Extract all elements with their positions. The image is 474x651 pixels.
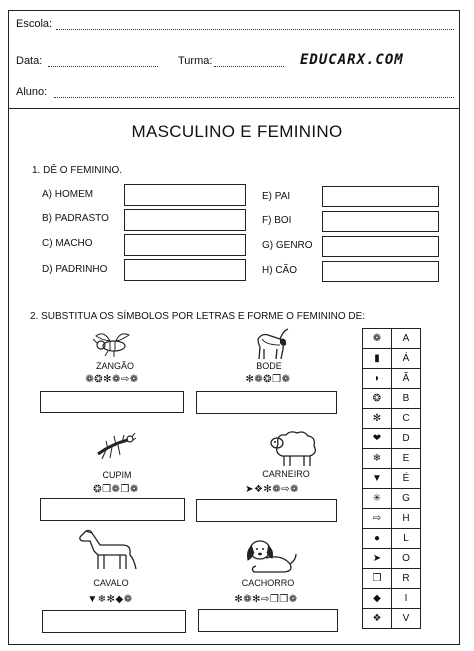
q1-label-b: B) PADRASTO	[42, 213, 109, 224]
symbol-key-table	[362, 328, 421, 629]
key-row	[363, 569, 421, 589]
key-letter: O	[392, 549, 421, 569]
key-symbol: ▼	[363, 469, 392, 489]
answer-zangao[interactable]	[40, 391, 184, 413]
q1-answer-a[interactable]	[124, 184, 246, 206]
data-line[interactable]	[48, 56, 158, 67]
answer-cavalo[interactable]	[42, 610, 186, 633]
answer-cachorro[interactable]	[198, 609, 338, 632]
key-row	[363, 409, 421, 429]
q1-answer-c[interactable]	[124, 234, 246, 256]
q1-answer-d[interactable]	[124, 259, 246, 281]
key-row	[363, 429, 421, 449]
key-letter: L	[392, 529, 421, 549]
turma-label: Turma:	[178, 55, 213, 67]
goat-icon	[250, 325, 290, 363]
animal-code-cavalo: ▼❄✻◆❁	[87, 594, 133, 605]
key-symbol: ❤	[363, 429, 392, 449]
symbol-key-body	[363, 329, 421, 629]
q1-label-c: C) MACHO	[42, 238, 93, 249]
animal-code-carneiro: ➤❖✻❁⇨❁	[245, 484, 299, 495]
key-row	[363, 389, 421, 409]
key-symbol: ◗	[363, 369, 392, 389]
key-letter: Á	[392, 349, 421, 369]
q1-answer-g[interactable]	[322, 236, 439, 257]
animal-name-zangao: ZANGÃO	[95, 361, 134, 371]
q1-answer-b[interactable]	[124, 209, 246, 231]
key-symbol: ➤	[363, 549, 392, 569]
animal-name-carneiro: CARNEIRO	[262, 469, 310, 479]
termite-icon	[92, 432, 136, 462]
key-letter: D	[392, 429, 421, 449]
key-symbol: ✳	[363, 489, 392, 509]
q1-answer-f[interactable]	[322, 211, 439, 232]
key-letter: V	[392, 609, 421, 629]
key-letter: É	[392, 469, 421, 489]
q1-label-e: E) PAI	[262, 191, 291, 202]
key-symbol: ❒	[363, 569, 392, 589]
key-symbol: ❂	[363, 389, 392, 409]
key-symbol: ❄	[363, 449, 392, 469]
key-letter: E	[392, 449, 421, 469]
key-row	[363, 369, 421, 389]
aluno-line[interactable]	[54, 87, 454, 98]
escola-label: Escola:	[16, 18, 53, 30]
key-row	[363, 489, 421, 509]
question-1-prompt: 1. DÊ O FEMININO.	[32, 165, 123, 176]
animal-code-cupim: ❂❒❁❒❁	[93, 484, 139, 495]
key-row	[363, 589, 421, 609]
data-label: Data:	[16, 55, 43, 67]
sheep-icon	[266, 428, 322, 468]
key-symbol: ◆	[363, 589, 392, 609]
escola-line[interactable]	[56, 19, 454, 30]
key-symbol: ▮	[363, 349, 392, 369]
horse-icon	[76, 527, 140, 571]
key-row	[363, 469, 421, 489]
key-row	[363, 509, 421, 529]
animal-code-cachorro: ✻❁✻⇨❒❒❁	[234, 594, 298, 605]
key-row	[363, 329, 421, 349]
answer-bode[interactable]	[196, 391, 337, 414]
turma-line[interactable]	[214, 56, 284, 67]
q1-answer-e[interactable]	[322, 186, 439, 207]
q1-label-g: G) GENRO	[262, 240, 313, 251]
animal-name-cavalo: CAVALO	[93, 578, 129, 588]
bee-icon	[92, 330, 132, 358]
key-symbol: ❁	[363, 329, 392, 349]
key-row	[363, 349, 421, 369]
site-logo: EDUCARX.COM	[300, 52, 404, 68]
page-title: MASCULINO E FEMININO	[131, 122, 343, 141]
answer-cupim[interactable]	[40, 498, 185, 521]
key-symbol: ●	[363, 529, 392, 549]
q1-label-h: H) CÃO	[262, 265, 297, 276]
q1-label-a: A) HOMEM	[42, 189, 94, 200]
key-row	[363, 549, 421, 569]
key-symbol: ❖	[363, 609, 392, 629]
answer-carneiro[interactable]	[196, 499, 337, 522]
q1-label-d: D) PADRINHO	[42, 264, 108, 275]
q1-label-f: F) BOI	[262, 215, 292, 226]
animal-name-cachorro: CACHORRO	[241, 578, 295, 588]
key-letter: C	[392, 409, 421, 429]
key-row	[363, 449, 421, 469]
animal-name-cupim: CUPIM	[102, 470, 132, 480]
key-letter: B	[392, 389, 421, 409]
q1-answer-h[interactable]	[322, 261, 439, 282]
question-2-prompt: 2. SUBSTITUA OS SÍMBOLOS POR LETRAS E FORME O FEMININO DE:	[30, 311, 366, 322]
key-letter: A	[392, 329, 421, 349]
animal-code-bode: ✻❁❂❒❁	[245, 374, 291, 385]
animal-code-zangao: ❁❂✻❁⇨❁	[85, 374, 139, 385]
key-letter: R	[392, 569, 421, 589]
key-letter: H	[392, 509, 421, 529]
animal-name-bode: BODE	[256, 361, 282, 371]
key-symbol: ⇨	[363, 509, 392, 529]
key-row	[363, 609, 421, 629]
key-row	[363, 529, 421, 549]
key-symbol: ✻	[363, 409, 392, 429]
key-letter: G	[392, 489, 421, 509]
dog-icon	[242, 536, 298, 576]
aluno-label: Aluno:	[16, 86, 48, 98]
key-letter: Ã	[392, 369, 421, 389]
key-letter: I	[392, 589, 421, 609]
header-divider	[8, 108, 460, 109]
